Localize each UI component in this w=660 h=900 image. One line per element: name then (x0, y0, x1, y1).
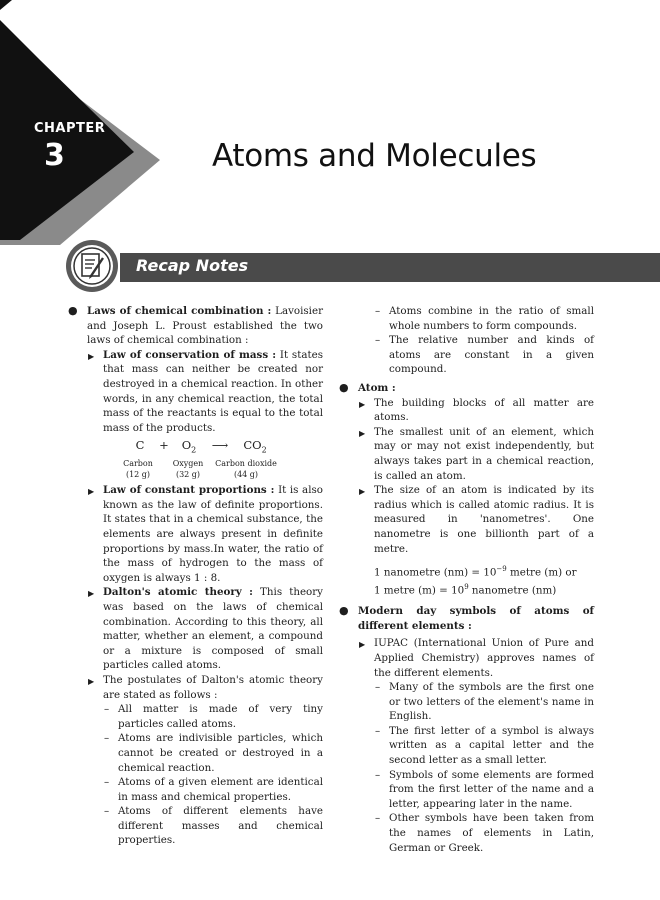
bullet-icon: ● (339, 604, 349, 618)
arrow-bullet-icon: ▶ (88, 676, 95, 686)
list-item: – Atoms are indivisible particles, which cannot be created or destroyed in a chemical reaction. (104, 732, 323, 774)
symbol-rule-2: The first letter of a symbol is always written as a capital letter and the second letter as a small letter. (389, 724, 594, 767)
list-item: – The relative number and kinds of atoms are constant in a given compound. (375, 334, 594, 376)
iupac-text: IUPAC (International Union of Pure and Applied Chemistry) approves names of the different elements. (374, 637, 594, 679)
list-item: – Symbols of some elements are formed from the first letter of the name and a letter, appearing later in the name. (375, 768, 594, 810)
chapter-number: 3 (44, 138, 65, 173)
list-item (337, 396, 594, 425)
postulate-5: Atoms combine in the ratio of small whole numbers to form compounds. (389, 305, 594, 332)
list-item: – The first letter of a symbol is always written as a capital letter and the second letter as a small letter. (375, 724, 594, 767)
mass-law-text: It states that mass can neither be created nor destroyed in a chemical reaction. In other words, in any chemical reaction, the total mass of the reactants is equal to the total mass of the products. (103, 348, 323, 434)
symbol-rule-1: Many of the symbols are the first one or two letters of the element's name in English. (389, 681, 594, 723)
atom-heading: Atom : (358, 381, 396, 394)
list-item (66, 304, 323, 348)
arrow-bullet-icon: ▶ (88, 589, 95, 599)
bullet-icon: ● (339, 380, 349, 394)
list-item: – Atoms combine in the ratio of small whole numbers to form compounds. (375, 305, 594, 332)
list-item (66, 673, 323, 702)
list-item (337, 483, 594, 556)
atom-point-2: The smallest unit of an element, which may or may not exist independently, but always takes part in a chemical reaction, is called an atom. (374, 425, 594, 482)
recap-title: Recap Notes (136, 256, 249, 275)
arrow-bullet-icon: ▶ (88, 487, 95, 497)
arrow-bullet-icon: ▶ (88, 351, 95, 361)
atom-point-3: The size of an atom is indicated by its radius which is called atomic radius. It is measured in 'nanometres'. One nanometre is one billionth part of a metre. (374, 484, 594, 555)
eq-co2: $CO_2$ (243, 438, 267, 455)
eq-oxygen-mass: (32 g) (175, 470, 201, 480)
list-item (337, 636, 594, 680)
arrow-bullet-icon: ▶ (359, 428, 366, 438)
list-item (337, 425, 594, 483)
chemical-equation (66, 438, 323, 480)
postulate-4: Atoms of different elements have different masses and chemical properties. (118, 805, 323, 847)
chapter-banner (0, 0, 170, 260)
left-column (66, 304, 323, 848)
atom-point-1: The building blocks of all matter are atoms. (374, 396, 594, 424)
list-item: – Atoms of a given element are identical in mass and chemical properties. (104, 776, 323, 803)
mass-law-heading: Law of conservation of mass : (103, 348, 277, 361)
postulate-6: The relative number and kinds of atoms are constant in a given compound. (389, 334, 594, 376)
eq-oxygen: $O_2$ (181, 438, 197, 455)
symbol-rule-4: Other symbols have been taken from the names of elements in Latin, German or Greek. (389, 812, 594, 854)
eq-plus: + (159, 438, 169, 453)
postulate-1: All matter is made of very tiny particles called atoms. (118, 703, 323, 730)
list-item (66, 483, 323, 585)
symbols-heading: Modern day symbols of atoms of different elements : (358, 605, 594, 632)
eq-co2-name: Carbon dioxide (215, 459, 277, 469)
proportions-law-heading: Law of constant proportions : (103, 484, 275, 497)
list-item (337, 604, 594, 633)
list-item (66, 585, 323, 673)
list-item (66, 348, 323, 436)
list-item: – Atoms of different elements have different masses and chemical properties. (104, 805, 323, 847)
chapter-label: CHAPTER (34, 121, 106, 136)
arrow-bullet-icon: ▶ (359, 399, 366, 409)
proportions-law-text: It is also known as the law of definite proportions. It states that in a chemical substance, the elements are always present in definite proportions by mass.In water, the ratio of the mass of hydrogen to the mass of oxygen is always 1 : 8. (103, 484, 323, 584)
bullet-icon: ● (68, 304, 78, 317)
dalton-heading: Dalton's atomic theory : (103, 586, 253, 599)
postulates-text: The postulates of Dalton's atomic theory are stated as follows : (103, 673, 323, 701)
list-item: – Many of the symbols are the first one or two letters of the element's name in English. (375, 681, 594, 723)
postulate-2: Atoms are indivisible particles, which cannot be created or destroyed in a chemical reaction. (118, 732, 323, 774)
laws-text: Lavoisier and Joseph L. Proust established the two laws of chemical combination : (87, 305, 323, 347)
eq-co2-mass: (44 g) (233, 470, 259, 480)
list-item: – Other symbols have been taken from the names of elements in Latin, German or Greek. (375, 812, 594, 854)
eq-carbon-name: Carbon (123, 459, 153, 469)
page-title: Atoms and Molecules (212, 138, 537, 174)
eq-carbon-mass: (12 g) (125, 470, 151, 480)
arrow-bullet-icon: ▶ (359, 487, 366, 497)
list-item (337, 381, 594, 396)
eq-oxygen-name: Oxygen (172, 459, 204, 469)
dalton-text: This theory was based on the laws of chemical combination. According to this theory, all matter, whether an element, a compound or a mixture is composed of small particles called atoms. (103, 586, 323, 672)
nanometre-conversion: 1 nanometre $(nm) = 10^{-9}$ metre (m) or 1 metre $(m) = 10^9$ nanometre (nm) (374, 565, 577, 597)
symbol-rule-3: Symbols of some elements are formed from the first letter of the name and a letter, appearing later in the name. (389, 768, 594, 810)
postulate-3: Atoms of a given element are identical in mass and chemical properties. (118, 776, 323, 803)
laws-heading: Laws of chemical combination : (87, 305, 272, 317)
eq-carbon: C (135, 438, 145, 453)
notepad-pencil-icon (64, 238, 120, 294)
list-item: – All matter is made of very tiny particles called atoms. (104, 703, 323, 730)
right-column (337, 304, 594, 855)
arrow-bullet-icon: ▶ (359, 640, 366, 650)
eq-arrow: ⟶ (211, 438, 229, 453)
